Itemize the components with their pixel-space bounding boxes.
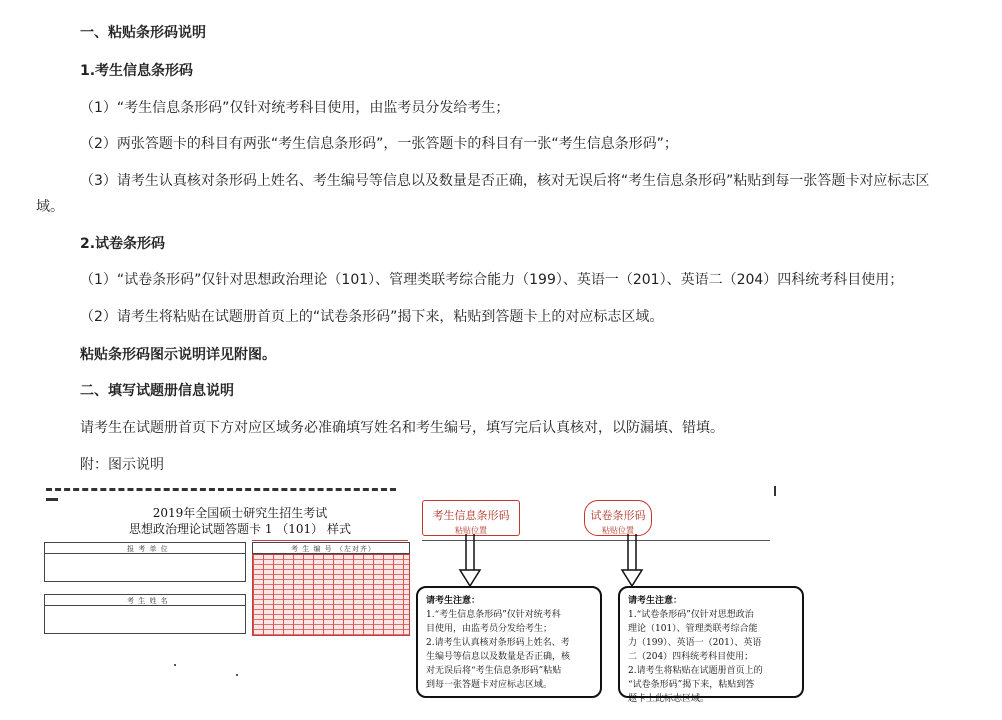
sticker-test-paper xyxy=(584,500,652,536)
card-title-line1: 2019年全国硕士研究生招生考试 xyxy=(152,506,328,520)
section1-note: 粘贴条形码图示说明详见附图。 xyxy=(80,347,276,363)
sub2-title: 2.试卷条形码 xyxy=(80,236,166,252)
exam-number-label: 考 生 编 号 （左对齐） xyxy=(291,545,376,553)
sub2-para1: （1）“试卷条形码”仅针对思想政治理论（101）、管理类联考综合能力（199）、英语一（201）、英语二（204）四科统考科目使用； xyxy=(80,272,904,288)
sticker-candidate-title: 考生信息条形码 xyxy=(432,509,510,522)
dashed-cut-line-end xyxy=(46,498,58,501)
notice-line: 1.“试卷条形码”仅针对思想政治 xyxy=(628,610,754,620)
sticker-test-title: 试卷条形码 xyxy=(590,509,646,522)
figure-illustration xyxy=(0,478,1002,720)
notice-line: 力（199）、英语一（201）、英语 xyxy=(628,638,762,648)
appendix-label: 附：图示说明 xyxy=(80,457,164,473)
notice-line: 目使用，由监考员分发给考生； xyxy=(426,624,553,634)
dashed-cut-line xyxy=(46,488,396,491)
exam-number-grid xyxy=(252,554,410,636)
notice-heading: 请考生注意： xyxy=(628,596,683,606)
arrow-down-icon xyxy=(458,534,482,588)
section1-heading: 一、粘贴条形码说明 xyxy=(80,25,206,41)
sub1-para3a: （3）请考生认真核对条形码上姓名、考生编号等信息以及数量是否正确，核对无误后将“考生信息条形码”粘贴到每一张答题卡对应标志区 xyxy=(80,173,930,189)
sticker-candidate-sub: 粘贴位置 xyxy=(455,526,487,535)
exam-number-header xyxy=(252,542,410,554)
notice-box-test-paper xyxy=(618,586,804,704)
notice-line: 1.“考生信息条形码”仅针对统考科 xyxy=(426,610,561,620)
exam-unit-box xyxy=(44,542,246,582)
sub1-para1: （1）“考生信息条形码”仅针对统考科目使用，由监考员分发给考生； xyxy=(80,100,510,116)
section2-para: 请考生在试题册首页下方对应区域务必准确填写姓名和考生编号，填写完后认真核对，以防漏填、错填。 xyxy=(80,420,724,436)
exam-name-label: 考 生 姓 名 xyxy=(127,597,169,605)
notice-line: 2.请考生认真核对条形码上姓名、考 xyxy=(426,638,570,648)
card-title-line2: 思想政治理论试题答题卡 1 （101） 样式 xyxy=(129,522,351,536)
notice-line: 2.请考生将粘贴在试题册首页上的 xyxy=(628,666,763,676)
sub2-para2: （2）请考生将粘贴在试题册首页上的“试卷条形码”揭下来，粘贴到答题卡上的对应标志区域。 xyxy=(80,309,664,325)
section2-heading: 二、填写试题册信息说明 xyxy=(80,383,234,399)
notice-line: 题卡上此标志区域。 xyxy=(628,694,710,704)
notice-box-candidate xyxy=(416,586,602,698)
notice-line: “试卷条形码”揭下来，粘贴到答 xyxy=(628,680,755,690)
notice-line: 对无误后将“考生信息条形码”粘贴 xyxy=(426,666,562,676)
sticker-test-sub: 粘贴位置 xyxy=(602,526,634,535)
arrow-down-icon xyxy=(620,534,644,588)
sub1-title: 1.考生信息条形码 xyxy=(80,63,194,79)
notice-line: 二（204）四科统考科目使用； xyxy=(628,652,754,662)
notice-line: 理论（101）、管理类联考综合能 xyxy=(628,624,758,634)
exam-unit-label: 报 考 单 位 xyxy=(127,545,169,553)
notice-line: 生编号等信息以及数量是否正确，核 xyxy=(426,652,571,662)
notice-heading: 请考生注意： xyxy=(426,596,481,606)
sub1-para3b: 域。 xyxy=(36,199,64,215)
sub1-para2: （2）两张答题卡的科目有两张“考生信息条形码”，一张答题卡的科目有一张“考生信息条形码”； xyxy=(80,136,678,152)
notice-line: 到每一张答题卡对应标志区域。 xyxy=(426,680,553,690)
sticker-candidate-info xyxy=(422,500,520,536)
exam-name-box xyxy=(44,594,246,634)
